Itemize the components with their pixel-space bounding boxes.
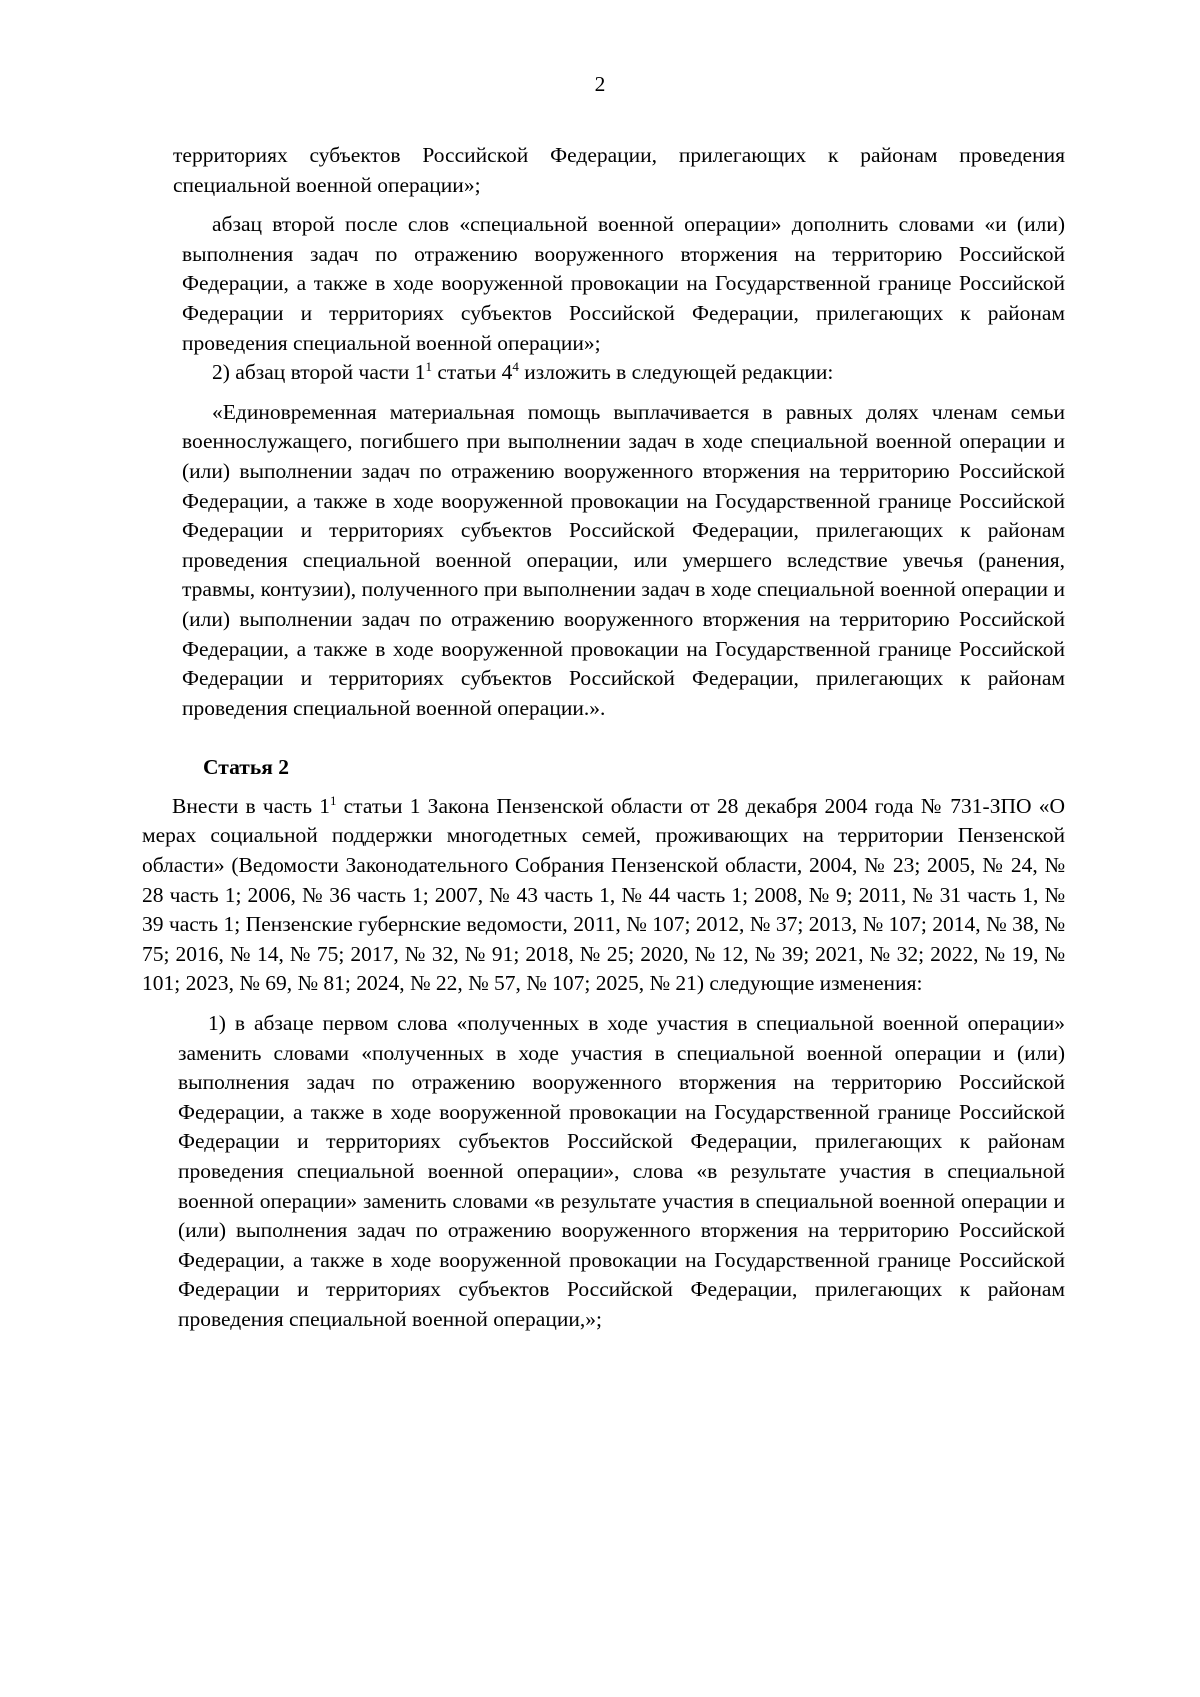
item-2-sup-1: 1 [425,359,432,374]
paragraph-article-2-intro [142,792,1065,999]
paragraph-amendment-abzac: абзац второй после слов «специальной военной операции» дополнить словами «и (или) выполнения задач по отражению вооруженного вторжения на территорию Российской Федерации, а также в ходе вооруженной провокации на Государственной границе Российской Федерации и территориях субъектов Российской Федерации, прилегающих к районам проведения специальной военной операции»; [182,212,1065,355]
amendment-block [182,210,1065,723]
article-2-sup: 1 [329,792,337,808]
paragraph-continuation: территориях субъектов Российской Федерации, прилегающих к районам проведения специальной военной операции»; [173,143,1065,197]
paragraph-quoted-redaction: «Единовременная материальная помощь выплачивается в равных долях членам семьи военнослужащего, погибшего при выполнении задач в ходе специальной военной операции и (или) выполнении задач по отражению вооруженного вторжения на территорию Российской Федерации, а также в ходе вооруженной провокации на Государственной границе Российской Федерации и территориях субъектов Российской Федерации, прилегающих к районам проведения специальной военной операции, или умершего вследствие увечья (ранения, травмы, контузии), полученного при выполнении задач в ходе специальной военной операции и (или) выполнении задач по отражению вооруженного вторжения на территорию Российской Федерации, а также в ходе вооруженной провокации на Государственной границе Российской Федерации и территориях субъектов Российской Федерации, прилегающих к районам проведения специальной военной операции.». [182,399,1065,720]
article-heading: Статья 2 [203,755,289,780]
paragraph-item-2 [182,358,1065,388]
item-2-text-b: статьи 4 [431,360,513,385]
article-2-text-a: Внести в часть 1 [172,793,330,818]
article-2-text-b: статьи 1 Закона Пензенской области от 28 декабря 2004 года № 731-ЗПО «О мерах социальной поддержки многодетных семей, проживающих на территории Пензенской области» (Ведомости Законодательного Собрания Пензенской области, 2004, № 23; 2005, № 24, № 28 часть 1; 2006, № 36 часть 1; 2007, № 43 часть 1, № 44 часть 1; 2008, № 9; 2011, № 31 часть 1, № 39 часть 1; Пензенские губернские ведомости, 2011, № 107; 2012, № 37; 2013, № 107; 2014, № 38, № 75; 2016, № 14, № 75; 2017, № 32, № 91; 2018, № 25; 2020, № 12, № 39; 2021, № 32; 2022, № 19, № 101; 2023, № 69, № 81; 2024, № 22, № 57, № 107; 2025, № 21) следующие изменения: [142,793,1065,996]
document-body [142,141,1065,1335]
item-2-text-c: изложить в следующей редакции: [518,360,834,385]
paragraph-article-2-item-1: 1) в абзаце первом слова «полученных в ходе участия в специальной военной операции» заменить словами «полученных в ходе участия в специальной военной операции и (или) выполнения задач по отражению вооруженного вторжения на территорию Российской Федерации, а также в ходе вооруженной провокации на Государственной границе Российской Федерации и территориях субъектов Российской Федерации, прилегающих к районам проведения специальной военной операции», слова «в результате участия в специальной военной операции» заменить словами «в результате участия в специальной военной операции и (или) выполнения задач по отражению вооруженного вторжения на территорию Российской Федерации, а также в ходе вооруженной провокации на Государственной границе Российской Федерации и территориях субъектов Российской Федерации, прилегающих к районам проведения специальной военной операции,»; [178,1011,1065,1331]
page-number: 2 [594,72,606,96]
item-2-sup-2: 4 [512,359,519,374]
article-2-items [178,1009,1065,1335]
item-2-text-a: 2) абзац второй части 1 [212,360,426,385]
